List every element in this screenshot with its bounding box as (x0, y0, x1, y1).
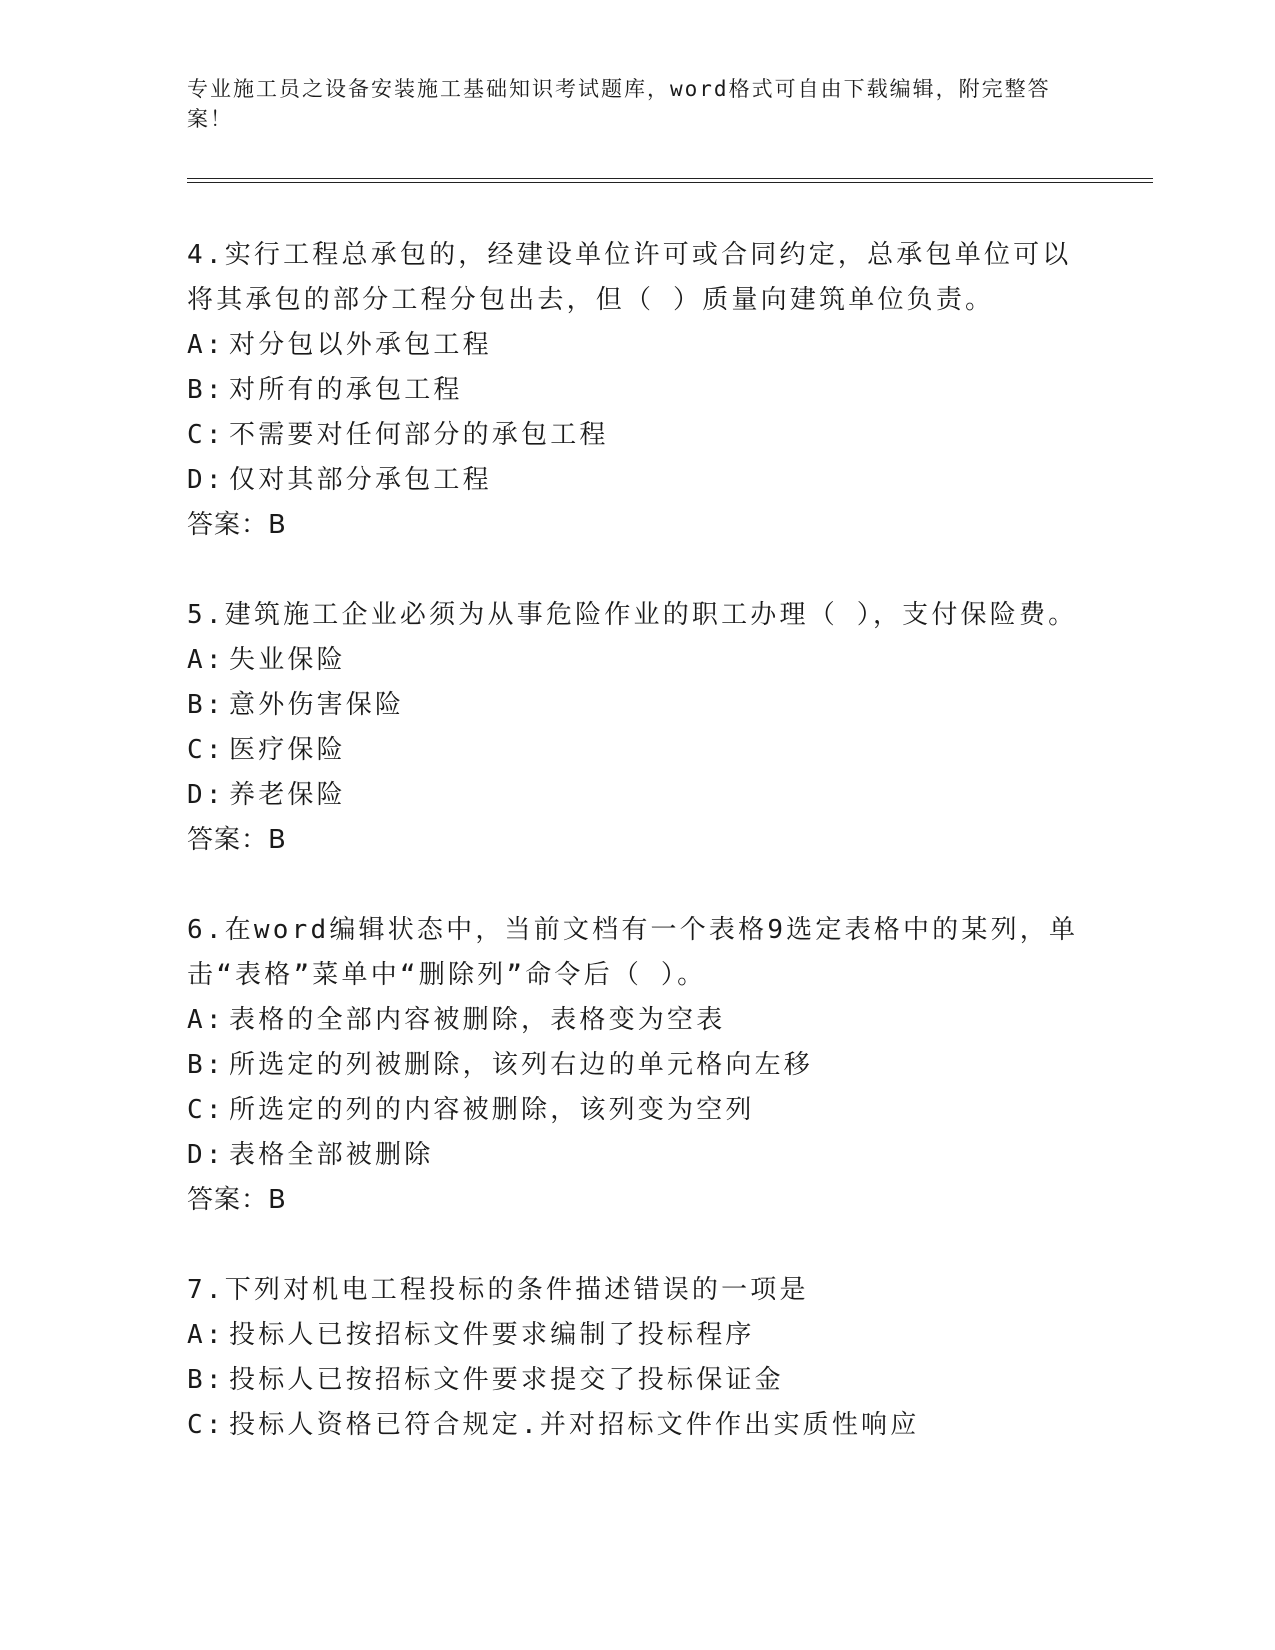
option-text: 投标人已按招标文件要求编制了投标程序 (229, 1320, 755, 1350)
header-divider (187, 178, 1153, 183)
option-letter: C: (187, 420, 225, 450)
option-letter: A: (187, 1320, 225, 1350)
option-b (187, 683, 1087, 728)
option-c (187, 728, 1087, 773)
option-letter: A: (187, 330, 225, 360)
option-d (187, 1133, 1087, 1178)
option-letter: B: (187, 690, 225, 720)
option-d (187, 458, 1087, 503)
option-text: 投标人资格已符合规定.并对招标文件作出实质性响应 (229, 1410, 920, 1440)
option-text: 不需要对任何部分的承包工程 (229, 420, 609, 450)
option-text: 对分包以外承包工程 (229, 330, 492, 360)
option-letter: A: (187, 645, 225, 675)
question-text: 7.下列对机电工程投标的条件描述错误的一项是 (187, 1275, 809, 1305)
option-text: 意外伤害保险 (229, 690, 405, 720)
question-list (187, 233, 1087, 1493)
option-letter: B: (187, 1050, 225, 1080)
option-text: 表格的全部内容被删除，表格变为空表 (229, 1005, 726, 1035)
option-b (187, 368, 1087, 413)
answer-line: 答案：B (187, 825, 287, 855)
option-text: 表格全部被删除 (229, 1140, 434, 1170)
option-letter: D: (187, 465, 225, 495)
option-letter: C: (187, 735, 225, 765)
option-a (187, 323, 1087, 368)
question-7 (187, 1268, 1087, 1448)
question-5 (187, 593, 1087, 863)
answer-line: 答案：B (187, 1185, 287, 1215)
option-c (187, 1403, 1087, 1448)
option-b (187, 1358, 1087, 1403)
question-4 (187, 233, 1087, 548)
option-letter: A: (187, 1005, 225, 1035)
option-text: 养老保险 (229, 780, 346, 810)
option-letter: B: (187, 1365, 225, 1395)
option-text: 仅对其部分承包工程 (229, 465, 492, 495)
option-text: 投标人已按招标文件要求提交了投标保证金 (229, 1365, 784, 1395)
option-text: 所选定的列的内容被删除，该列变为空列 (229, 1095, 755, 1125)
option-letter: C: (187, 1095, 225, 1125)
option-letter: D: (187, 780, 225, 810)
question-text: 6.在word编辑状态中，当前文档有一个表格9选定表格中的某列，单击“表格”菜单中“删除列”命令后（ ）。 (187, 915, 1079, 990)
question-text: 5.建筑施工企业必须为从事危险作业的职工办理（ ），支付保险费。 (187, 600, 1078, 630)
option-d (187, 773, 1087, 818)
option-text: 所选定的列被删除，该列右边的单元格向左移 (229, 1050, 814, 1080)
option-text: 医疗保险 (229, 735, 346, 765)
option-a (187, 1313, 1087, 1358)
option-a (187, 998, 1087, 1043)
option-letter: B: (187, 375, 225, 405)
option-text: 失业保险 (229, 645, 346, 675)
option-b (187, 1043, 1087, 1088)
option-c (187, 1088, 1087, 1133)
option-letter: D: (187, 1140, 225, 1170)
option-a (187, 638, 1087, 683)
question-text: 4.实行工程总承包的，经建设单位许可或合同约定，总承包单位可以将其承包的部分工程分包出去，但（ ）质量向建筑单位负责。 (187, 240, 1072, 315)
page-header: 专业施工员之设备安装施工基础知识考试题库，word格式可自由下载编辑，附完整答案！ (187, 77, 1051, 131)
question-6 (187, 908, 1087, 1223)
option-c (187, 413, 1087, 458)
option-letter: C: (187, 1410, 225, 1440)
answer-line: 答案：B (187, 510, 287, 540)
option-text: 对所有的承包工程 (229, 375, 463, 405)
